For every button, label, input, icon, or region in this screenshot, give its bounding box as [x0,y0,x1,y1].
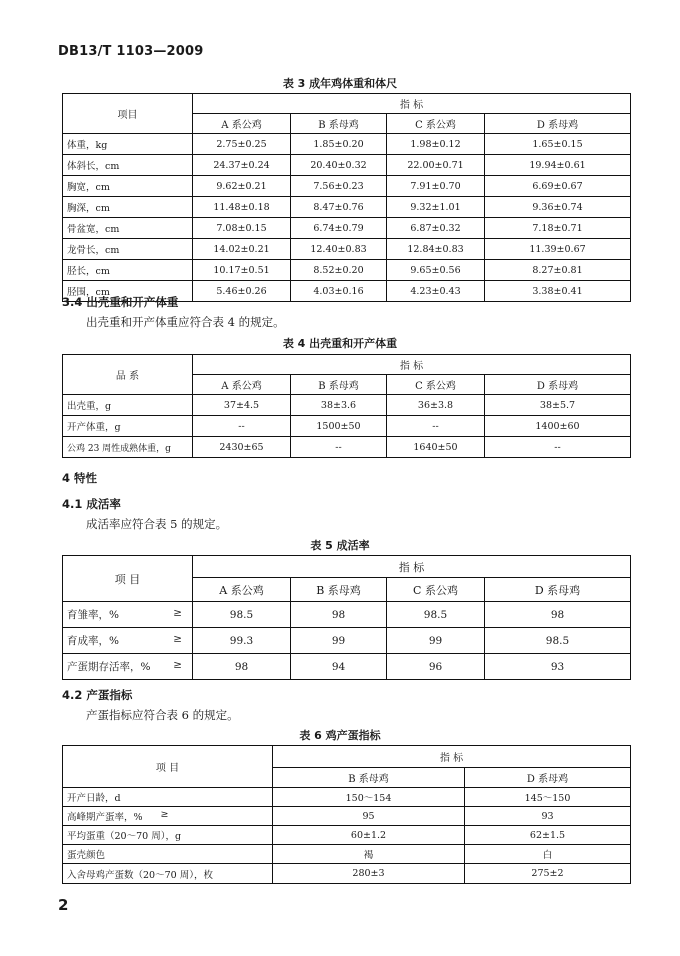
row-label: 公鸡 23 周性成熟体重，g [63,437,193,458]
row-label: 育雏率，% [67,609,119,621]
table3-col-header: A 系公鸡 [193,114,291,134]
section-text-4-2: 产蛋指标应符合表 6 的规定。 [86,708,239,722]
row-label: 开产体重，g [63,416,193,437]
table-row [63,826,631,845]
table-cell: 7.18±0.71 [485,218,631,239]
row-label: 体斜长，cm [63,155,193,176]
table-cell: 62±1.5 [465,826,631,845]
section-text-3-4: 出壳重和开产体重应符合表 4 的规定。 [86,315,285,329]
ge-sign: ≥ [173,659,182,671]
table-row [63,788,631,807]
table-cell: 275±2 [465,864,631,884]
table-cell: -- [485,437,631,458]
table-cell: 7.91±0.70 [387,176,485,197]
table-cell: 白 [465,845,631,864]
row-label: 龙骨长，cm [63,239,193,260]
table-cell: 1500±50 [291,416,387,437]
section-heading-4: 4 特性 [62,471,98,485]
table-cell: 14.02±0.21 [193,239,291,260]
table-cell: 22.00±0.71 [387,155,485,176]
row-label: 出壳重，g [63,395,193,416]
table3 [62,93,631,302]
table-cell: 24.37±0.24 [193,155,291,176]
table-cell: 1400±60 [485,416,631,437]
table-cell: 8.52±0.20 [291,260,387,281]
table4 [62,354,631,458]
row-label: 产蛋期存活率，% [67,661,151,673]
table-cell: 93 [465,807,631,826]
table-cell: 98.5 [193,602,291,628]
table-cell: -- [291,437,387,458]
section-text-4-1: 成活率应符合表 5 的规定。 [86,517,228,531]
table-cell: 95 [273,807,465,826]
table-cell: 3.38±0.41 [485,281,631,302]
table-cell: 9.32±1.01 [387,197,485,218]
table-row [63,395,631,416]
table-cell: 1.85±0.20 [291,134,387,155]
table-cell: 12.84±0.83 [387,239,485,260]
row-label: 入舍母鸡产蛋数（20～70 周），枚 [67,869,213,881]
table-row [63,864,631,884]
table-cell: 96 [387,654,485,680]
row-label: 开产日龄，d [67,793,121,804]
ge-sign: ≥ [173,607,182,619]
table-row [63,155,631,176]
table4-col-header: C 系公鸡 [387,375,485,395]
table-row [63,437,631,458]
table-cell: 10.17±0.51 [193,260,291,281]
table-cell: 19.94±0.61 [485,155,631,176]
table-cell: 98 [193,654,291,680]
table-row [63,807,631,826]
table-cell: 6.74±0.79 [291,218,387,239]
document-id: DB13/T 1103—2009 [58,44,204,59]
row-label: 胫长，cm [63,260,193,281]
row-label: 胫围，cm [63,281,193,302]
table5-header-item: 项 目 [63,556,193,602]
row-label: 骨盆宽，cm [63,218,193,239]
table-row [63,654,631,680]
row-label: 育成率，% [67,635,119,647]
table-cell: 9.65±0.56 [387,260,485,281]
table-cell: 60±1.2 [273,826,465,845]
table-cell: 11.48±0.18 [193,197,291,218]
row-label: 平均蛋重（20～70 周），g [67,831,182,842]
table-cell: 38±5.7 [485,395,631,416]
row-label: 胸宽，cm [63,176,193,197]
table-cell: 98.5 [387,602,485,628]
table5-col-header: D 系母鸡 [485,578,631,602]
ge-sign: ≥ [160,809,169,820]
table-row [63,197,631,218]
ge-sign: ≥ [173,633,182,645]
table-cell: 150～154 [273,788,465,807]
table6-header-group: 指 标 [273,746,631,768]
table-cell: 5.46±0.26 [193,281,291,302]
table-row [63,416,631,437]
table5-col-header: B 系母鸡 [291,578,387,602]
table6-col-header: B 系母鸡 [273,768,465,788]
table4-header-item: 品 系 [63,355,193,395]
table-cell: 20.40±0.32 [291,155,387,176]
table-row [63,239,631,260]
table-cell: 6.87±0.32 [387,218,485,239]
table-cell: 4.03±0.16 [291,281,387,302]
row-label: 蛋壳颜色 [67,850,106,861]
table-cell: 1.65±0.15 [485,134,631,155]
table6-caption: 表 6 鸡产蛋指标 [299,729,381,742]
table-cell: 2.75±0.25 [193,134,291,155]
table6-header-item: 项 目 [63,746,273,788]
table-cell: -- [193,416,291,437]
table-cell: 1640±50 [387,437,485,458]
table3-header-item: 项目 [63,94,193,134]
table-cell: 8.27±0.81 [485,260,631,281]
table-cell: 280±3 [273,864,465,884]
table-cell: 37±4.5 [193,395,291,416]
table3-col-header: C 系公鸡 [387,114,485,134]
section-heading-4-2: 4.2 产蛋指标 [62,688,133,702]
table-cell: 褐 [273,845,465,864]
table-row [63,218,631,239]
table-cell: 2430±65 [193,437,291,458]
table-row [63,602,631,628]
table5-col-header: A 系公鸡 [193,578,291,602]
table5-col-header: C 系公鸡 [387,578,485,602]
table3-col-header: B 系母鸡 [291,114,387,134]
page-number: 2 [58,896,69,914]
table3-caption: 表 3 成年鸡体重和体尺 [282,77,398,90]
table5 [62,555,631,680]
table4-caption: 表 4 出壳重和开产体重 [282,337,398,350]
table-cell: 38±3.6 [291,395,387,416]
table4-col-header: D 系母鸡 [485,375,631,395]
table-cell: 9.62±0.21 [193,176,291,197]
row-label: 胸深，cm [63,197,193,218]
table-cell: 9.36±0.74 [485,197,631,218]
table4-col-header: B 系母鸡 [291,375,387,395]
table-cell: 93 [485,654,631,680]
table-cell: 99 [291,628,387,654]
table5-header-group: 指 标 [193,556,631,578]
table4-col-header: A 系公鸡 [193,375,291,395]
table-cell: 4.23±0.43 [387,281,485,302]
table-cell: 98.5 [485,628,631,654]
table-cell: 1.98±0.12 [387,134,485,155]
table-cell: 8.47±0.76 [291,197,387,218]
table-cell: 7.08±0.15 [193,218,291,239]
table3-col-header: D 系母鸡 [485,114,631,134]
table-cell: 11.39±0.67 [485,239,631,260]
table-cell: 94 [291,654,387,680]
table-row [63,134,631,155]
table-cell: 6.69±0.67 [485,176,631,197]
table6-col-header: D 系母鸡 [465,768,631,788]
section-heading-3-4: 3.4 出壳重和开产体重 [62,295,179,309]
table-cell: 7.56±0.23 [291,176,387,197]
table-row [63,260,631,281]
section-heading-4-1: 4.1 成活率 [62,497,121,511]
table-cell: 98 [485,602,631,628]
table-row [63,176,631,197]
table-cell: 145～150 [465,788,631,807]
table-cell: 12.40±0.83 [291,239,387,260]
table3-header-group: 指 标 [193,94,631,114]
table-cell: -- [387,416,485,437]
table5-caption: 表 5 成活率 [310,539,370,552]
table-row [63,628,631,654]
table6 [62,745,631,884]
table-cell: 99 [387,628,485,654]
table4-header-group: 指 标 [193,355,631,375]
row-label: 体重，kg [63,134,193,155]
table-cell: 98 [291,602,387,628]
table-row [63,845,631,864]
table-cell: 36±3.8 [387,395,485,416]
row-label: 高峰期产蛋率，% [67,812,143,823]
table-cell: 99.3 [193,628,291,654]
